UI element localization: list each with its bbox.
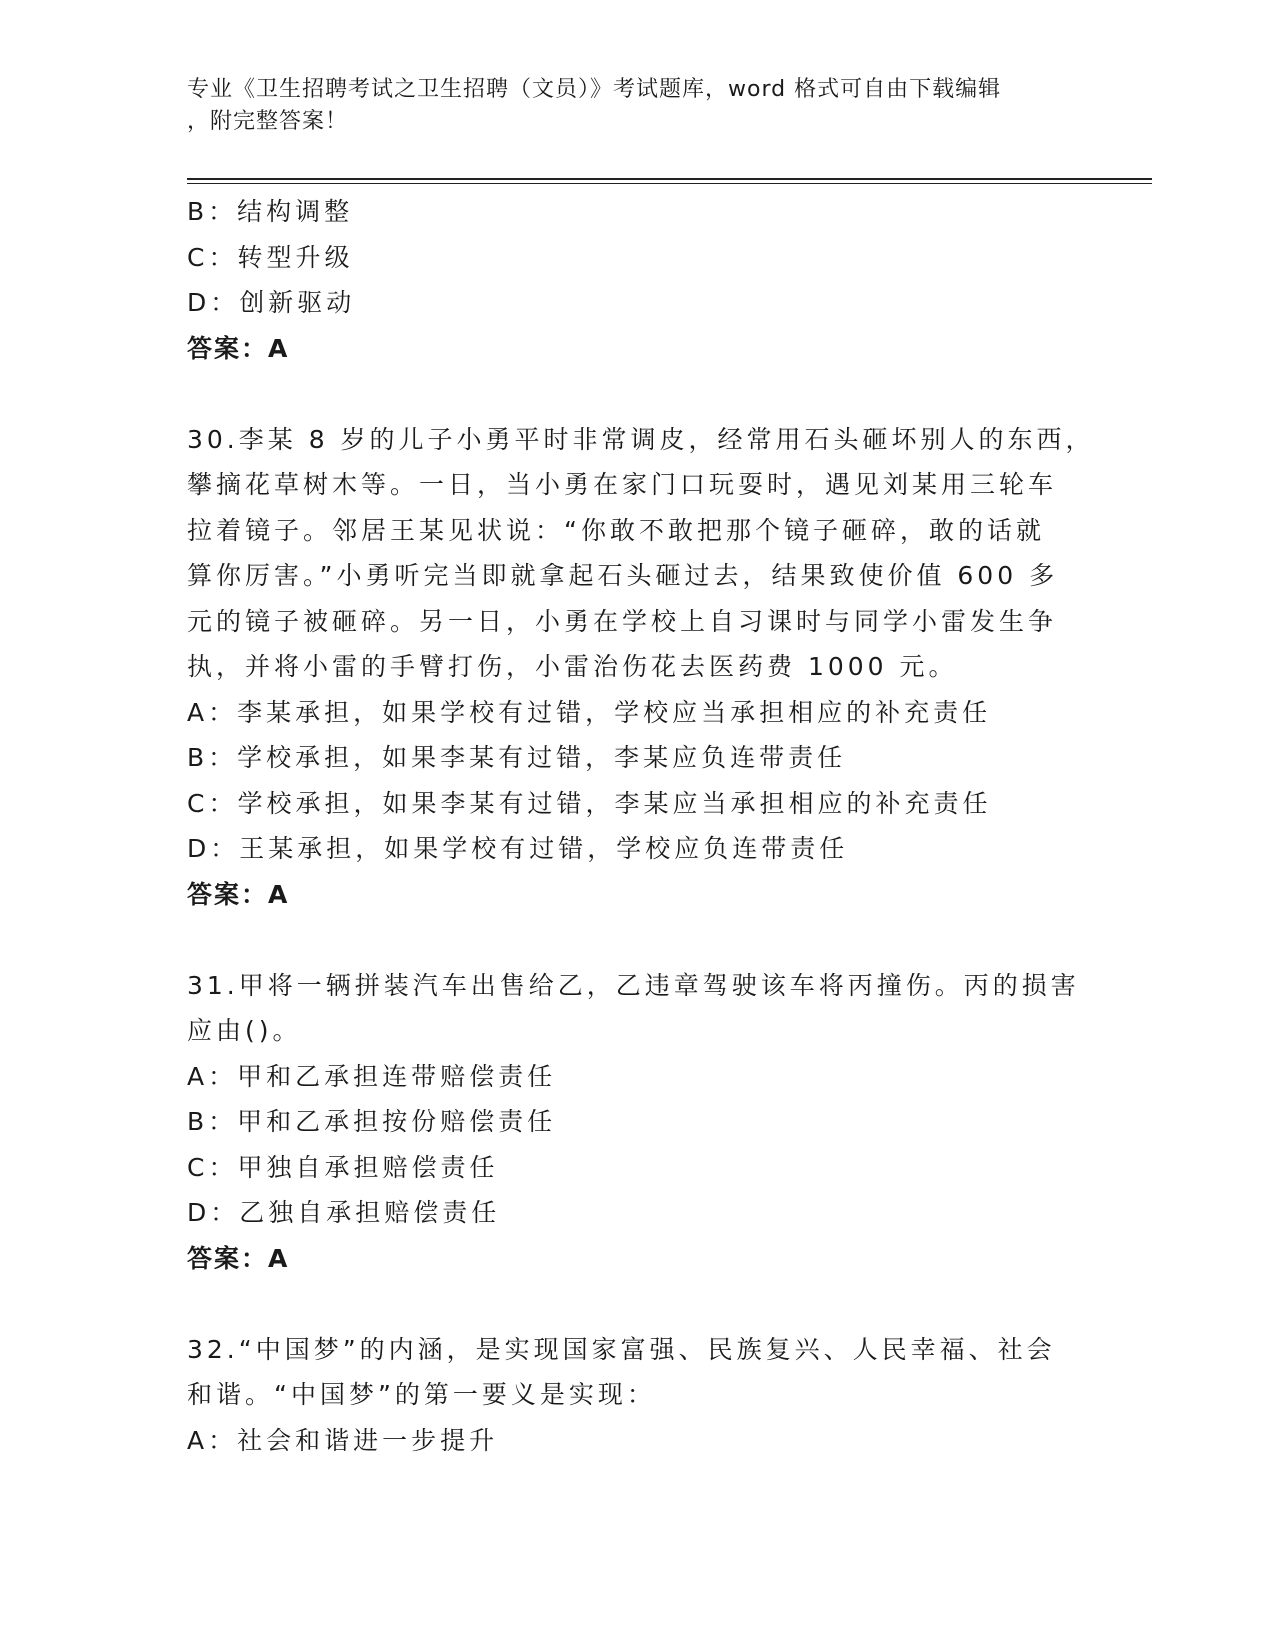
option-a: A：李某承担，如果学校有过错，学校应当承担相应的补充责任 <box>187 697 992 727</box>
option-d: D：创新驱动 <box>187 288 356 317</box>
question-text-line: 攀摘花草树木等。一日，当小勇在家门口玩耍时，遇见刘某用三轮车 <box>187 470 1058 499</box>
question-29 <box>187 189 1087 371</box>
option-c: C：转型升级 <box>187 242 354 272</box>
question-text-line: 和谐。“中国梦”的第一要义是实现： <box>187 1380 656 1409</box>
spacer <box>187 917 1087 963</box>
question-32 <box>187 1327 1087 1464</box>
question-text-line: 算你厉害。”小勇听完当即就拿起石头砸过去，结果致使价值 600 多 <box>187 561 1059 590</box>
option-d: D：王某承担，如果学校有过错，学校应负连带责任 <box>187 834 849 863</box>
option-b: B：结构调整 <box>187 197 354 226</box>
answer: 答案：A <box>187 879 290 909</box>
option-d: D：乙独自承担赔偿责任 <box>187 1198 501 1227</box>
question-text-line: 拉着镜子。邻居王某见状说：“你敢不敢把那个镜子砸碎，敢的话就 <box>187 515 1045 545</box>
question-text-line: 应由()。 <box>187 1016 302 1045</box>
header-divider-thick <box>187 178 1152 180</box>
answer: 答案：A <box>187 333 290 363</box>
answer: 答案：A <box>187 1243 290 1273</box>
option-a: A：甲和乙承担连带赔偿责任 <box>187 1061 557 1091</box>
option-b: B：甲和乙承担按份赔偿责任 <box>187 1107 557 1136</box>
question-31 <box>187 963 1087 1282</box>
question-text-line: 31.甲将一辆拼装汽车出售给乙，乙违章驾驶该车将丙撞伤。丙的损害 <box>187 970 1080 1000</box>
header-line-2: ，附完整答案！ <box>187 109 349 134</box>
question-text-line: 元的镜子被砸碎。另一日，小勇在学校上自习课时与同学小雷发生争 <box>187 606 1058 636</box>
question-text-line: 30.李某 8 岁的儿子小勇平时非常调皮，经常用石头砸坏别人的东西， <box>187 424 1095 454</box>
spacer <box>187 371 1087 417</box>
header-line-1: 专业《卫生招聘考试之卫生招聘（文员）》考试题库，word 格式可自由下载编辑 <box>187 77 1002 102</box>
option-a: A：社会和谐进一步提升 <box>187 1425 499 1455</box>
question-list <box>187 189 1095 1463</box>
option-b: B：学校承担，如果李某有过错，李某应负连带责任 <box>187 743 847 772</box>
question-30 <box>187 417 1095 918</box>
question-text-line: 执，并将小雷的手臂打伤，小雷治伤花去医药费 1000 元。 <box>187 652 958 681</box>
spacer <box>187 1281 1087 1327</box>
option-c: C：甲独自承担赔偿责任 <box>187 1152 499 1182</box>
option-c: C：学校承担，如果李某有过错，李某应当承担相应的补充责任 <box>187 788 992 818</box>
question-text-line: 32.“中国梦”的内涵，是实现国家富强、民族复兴、人民幸福、社会 <box>187 1334 1056 1364</box>
document-header <box>187 74 1087 138</box>
header-divider-thin <box>187 183 1152 184</box>
